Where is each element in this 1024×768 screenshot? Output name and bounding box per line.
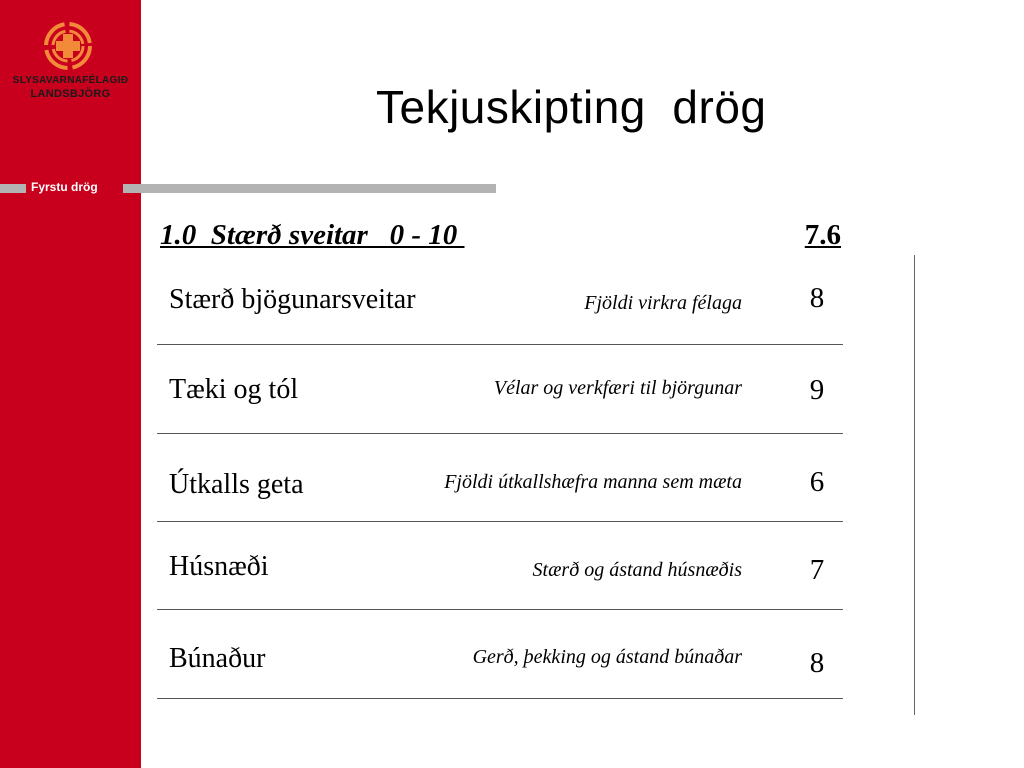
draft-label: Fyrstu drög bbox=[31, 180, 98, 194]
table-row bbox=[157, 256, 843, 345]
row-description: Gerð, þekking og ástand búnaðar bbox=[472, 646, 742, 668]
organization-name-line2: LANDSBJÖRG bbox=[30, 88, 111, 100]
row-name: Búnaður bbox=[169, 643, 266, 674]
row-description: Stærð og ástand húsnæðis bbox=[532, 559, 742, 581]
row-name: Stærð bjögunarsveitar bbox=[169, 284, 416, 315]
row-score: 7 bbox=[809, 554, 825, 586]
row-description: Vélar og verkfæri til björgunar bbox=[493, 377, 742, 399]
row-score: 8 bbox=[809, 282, 825, 314]
section-heading: 1.0 Stærð sveitar 0 - 10 bbox=[160, 219, 465, 251]
row-description: Fjöldi virkra félaga bbox=[584, 292, 742, 314]
red-sidebar bbox=[0, 0, 141, 768]
table-row bbox=[157, 610, 843, 699]
row-name: Útkalls geta bbox=[169, 469, 304, 500]
gray-stripe-bar bbox=[123, 184, 496, 193]
gray-stripe-left bbox=[0, 184, 26, 193]
table-row bbox=[157, 521, 843, 610]
page-title: Tekjuskipting drög bbox=[376, 81, 767, 133]
row-description: Fjöldi útkallshæfra manna sem mæta bbox=[444, 471, 742, 493]
organization-name-line1: SLYSAVARNAFÉLAGIÐ bbox=[12, 75, 129, 86]
row-score: 6 bbox=[809, 466, 825, 498]
table-row bbox=[157, 433, 843, 522]
organization-logo bbox=[0, 0, 141, 150]
section-score: 7.6 bbox=[804, 219, 841, 251]
row-name: Tæki og tól bbox=[169, 374, 299, 405]
vertical-divider bbox=[914, 255, 915, 715]
red-cross-logo-icon bbox=[42, 20, 94, 72]
row-name: Húsnæði bbox=[169, 551, 269, 582]
table-row bbox=[157, 345, 843, 434]
row-score: 9 bbox=[809, 374, 825, 406]
row-score: 8 bbox=[809, 647, 825, 679]
